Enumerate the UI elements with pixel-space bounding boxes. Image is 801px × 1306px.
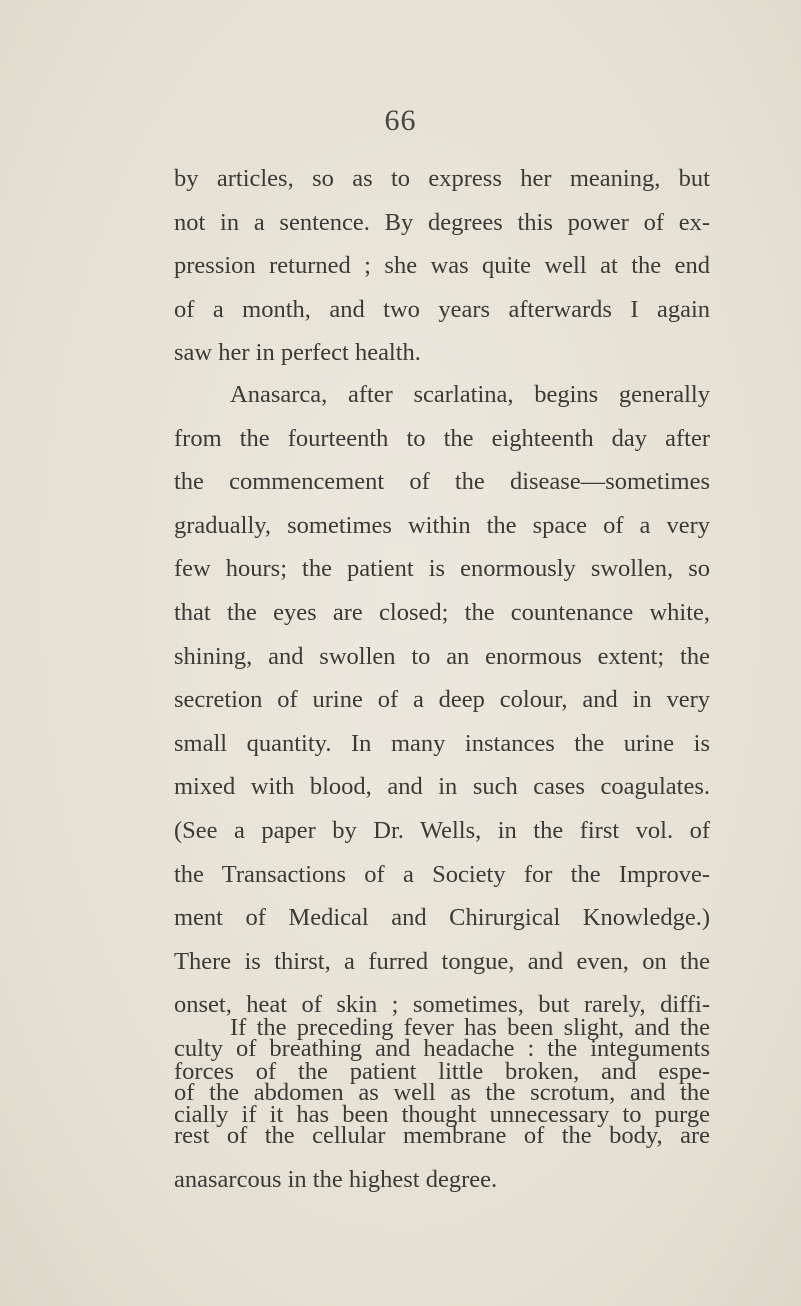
text-line: secretion of urine of a deep colour, and in very [174,686,710,714]
paragraph-1 [174,157,710,375]
text-line: onset, heat of skin ; sometimes, but rarely, diffi- [174,991,710,1019]
text-line: anasarcous in the highest degree. [174,1165,498,1193]
text-line: Anasarca, after scarlatina, begins generally [230,381,710,408]
text-line: by articles, so as to express her meaning, but [174,165,710,192]
text-line: gradually, sometimes within the space of a very [174,511,710,539]
text-line: the Transactions of a Society for the Improve- [174,860,710,888]
text-line: small quantity. In many instances the urine is [174,729,710,757]
text-line: of a month, and two years afterwards I again [174,295,710,323]
text-line: There is thirst, a furred tongue, and even, on the [174,947,710,975]
text-line: ment of Medical and Chirurgical Knowledge.) [174,904,710,932]
paragraph-3 [174,1006,710,1137]
text-line: mixed with blood, and in such cases coagulates. [174,773,710,801]
text-line: from the fourteenth to the eighteenth day after [174,424,710,452]
text-line: cially if it has been thought unnecessary to purge [174,1101,710,1129]
text-line: pression returned ; she was quite well at the end [174,252,710,280]
text-line: few hours; the patient is enormously swollen, so [174,555,710,583]
text-line: forces of the patient little broken, and espe- [174,1057,710,1085]
text-line: of the abdomen as well as the scrotum, and the [174,1078,710,1106]
page-number: 66 [384,104,417,137]
text-line: shining, and swollen to an enormous extent; the [174,642,710,670]
text-line: (See a paper by Dr. Wells, in the first vol. of [174,816,710,844]
text-line: that the eyes are closed; the countenance white, [174,598,710,626]
text-line: rest of the cellular membrane of the body, are [174,1122,710,1150]
text-line: culty of breathing and headache : the integuments [174,1034,710,1062]
text-line: If the preceding fever has been slight, and the [230,1014,710,1041]
text-line: the commencement of the disease—sometimes [174,468,710,496]
text-line: not in a sentence. By degrees this power of ex- [174,208,710,236]
text-line: saw her in perfect health. [174,339,421,367]
